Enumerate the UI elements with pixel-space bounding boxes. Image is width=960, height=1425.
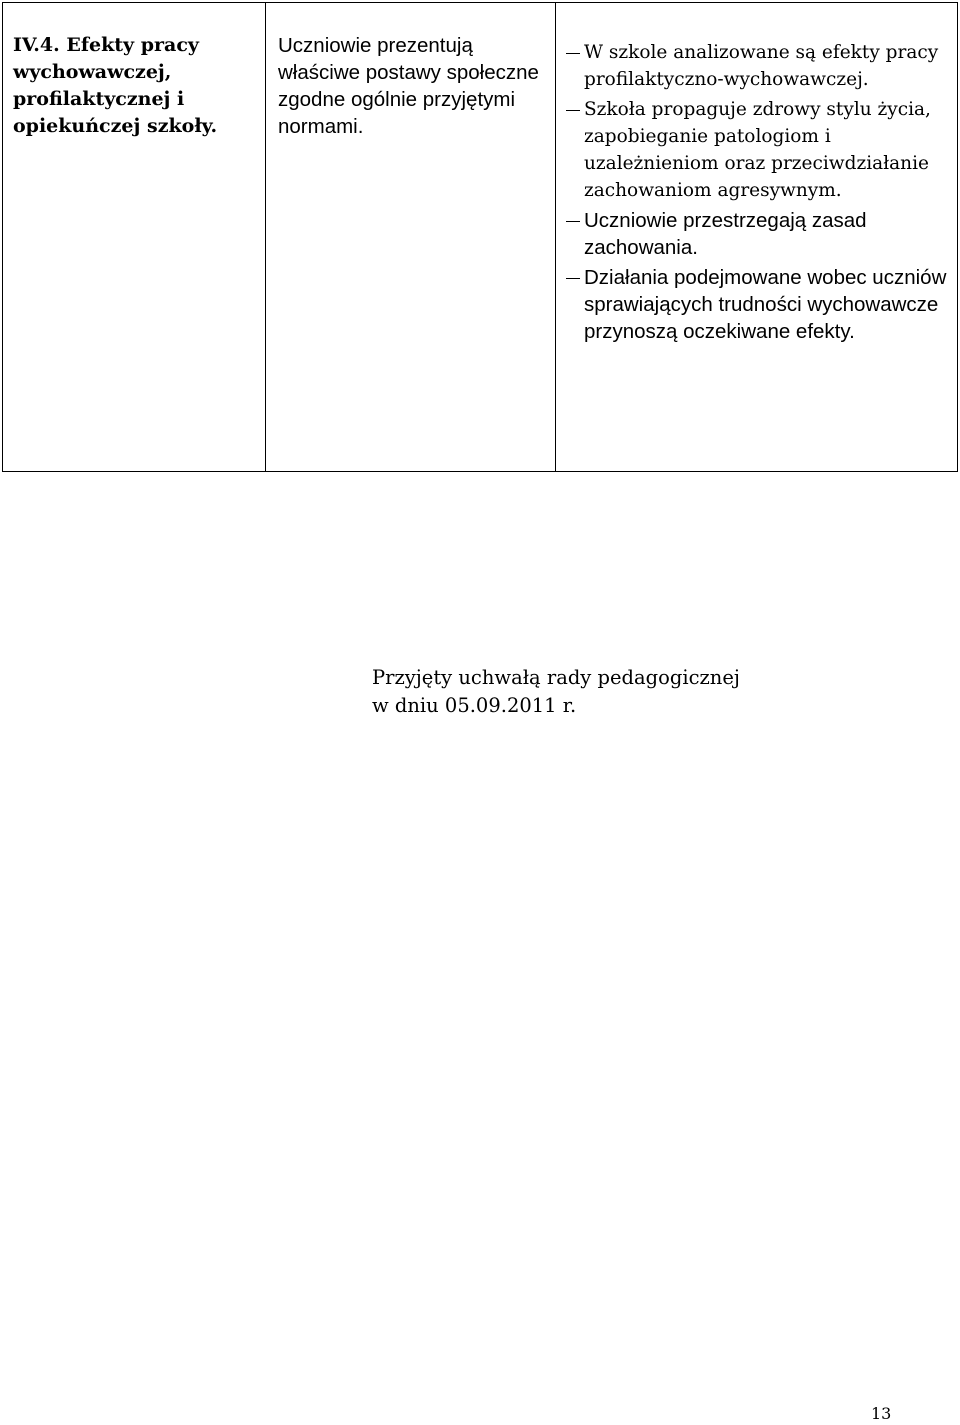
expected-outcome-cell [266,3,556,472]
area-title: IV.4. Efekty pracy wychowawczej, profilaktycznej i opiekuńczej szkoły. [13,34,218,137]
evaluation-table [2,2,958,472]
list-item [566,264,953,345]
adoption-line: Przyjęty uchwałą rady pedagogicznej [372,666,740,689]
measure-text: W szkole analizowane są efekty pracy profilaktyczno-wychowawczej. [584,42,939,90]
table-row [3,3,958,472]
list-item [566,207,953,261]
measure-text: Działania podejmowane wobec uczniów sprawiających trudności wychowawcze przynoszą oczekiwane efekty. [584,266,947,343]
adoption-date-line: w dniu 05.09.2011 r. [372,694,577,717]
page-number: 13 [871,1404,892,1423]
list-item [566,39,953,93]
expected-outcome: Uczniowie prezentują właściwe postawy społeczne zgodne ogólnie przyjętymi normami. [278,34,539,138]
list-item [566,96,953,204]
measure-text: Szkoła propaguje zdrowy stylu życia, zapobieganie patologiom i uzależnieniom oraz przeciwdziałanie zachowaniom agresywnym. [584,99,931,201]
measures-cell [556,3,958,472]
measure-text: Uczniowie przestrzegają zasad zachowania. [584,209,867,259]
area-title-cell [3,3,266,472]
measures-list [566,39,953,345]
adoption-note [372,664,740,720]
